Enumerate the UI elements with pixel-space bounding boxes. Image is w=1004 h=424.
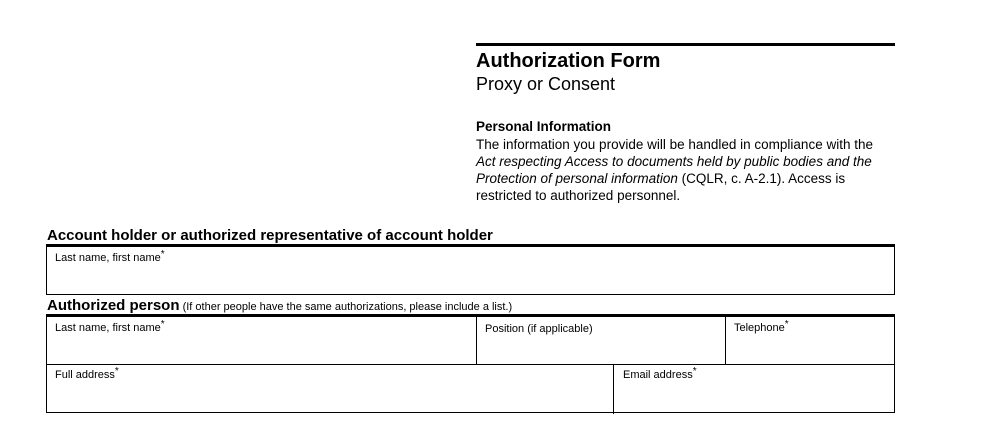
privacy-heading: Personal Information <box>476 119 612 134</box>
authorized-person-email-label: Email address* <box>623 366 697 381</box>
authorized-person-name-field[interactable] <box>47 317 475 361</box>
privacy-notice <box>476 118 891 204</box>
privacy-text-act-title: Act respecting Access to documents held by public bodies and the Protection of personal information <box>476 154 872 186</box>
authorized-person-email-field[interactable] <box>614 362 894 412</box>
authorized-person-title: Authorized person <box>47 297 180 314</box>
required-marker: * <box>114 366 119 377</box>
required-marker: * <box>160 319 165 330</box>
account-holder-heading: Account holder or authorized representative of account holder <box>47 227 493 244</box>
authorized-person-name-label: Last name, first name* <box>55 319 165 334</box>
form-subtitle: Proxy or Consent <box>476 74 616 94</box>
privacy-text-part-1: The information you provide will be handled in compliance with the <box>476 137 873 152</box>
authorized-person-position-label: Position (if applicable) <box>485 323 593 335</box>
authorized-person-address-label: Full address* <box>55 366 119 381</box>
required-marker: * <box>160 249 165 260</box>
account-holder-name-field[interactable] <box>46 244 895 295</box>
authorized-person-position-field[interactable] <box>477 317 725 361</box>
account-holder-name-label: Last name, first name* <box>55 249 165 264</box>
privacy-text-part-2: (CQLR, c. A-2.1). Access is restricted to authorized personnel. <box>476 171 846 203</box>
privacy-text <box>476 136 891 204</box>
authorized-person-note: (If other people have the same authorizations, please include a list.) <box>179 301 513 313</box>
form-header <box>476 43 895 95</box>
required-marker: * <box>692 366 697 377</box>
authorized-person-telephone-field[interactable] <box>726 317 894 361</box>
authorized-person-address-field[interactable] <box>47 362 612 412</box>
authorized-person-telephone-label: Telephone* <box>734 319 789 334</box>
form-title: Authorization Form <box>476 50 661 72</box>
authorized-person-heading <box>47 297 512 314</box>
required-marker: * <box>784 319 789 330</box>
